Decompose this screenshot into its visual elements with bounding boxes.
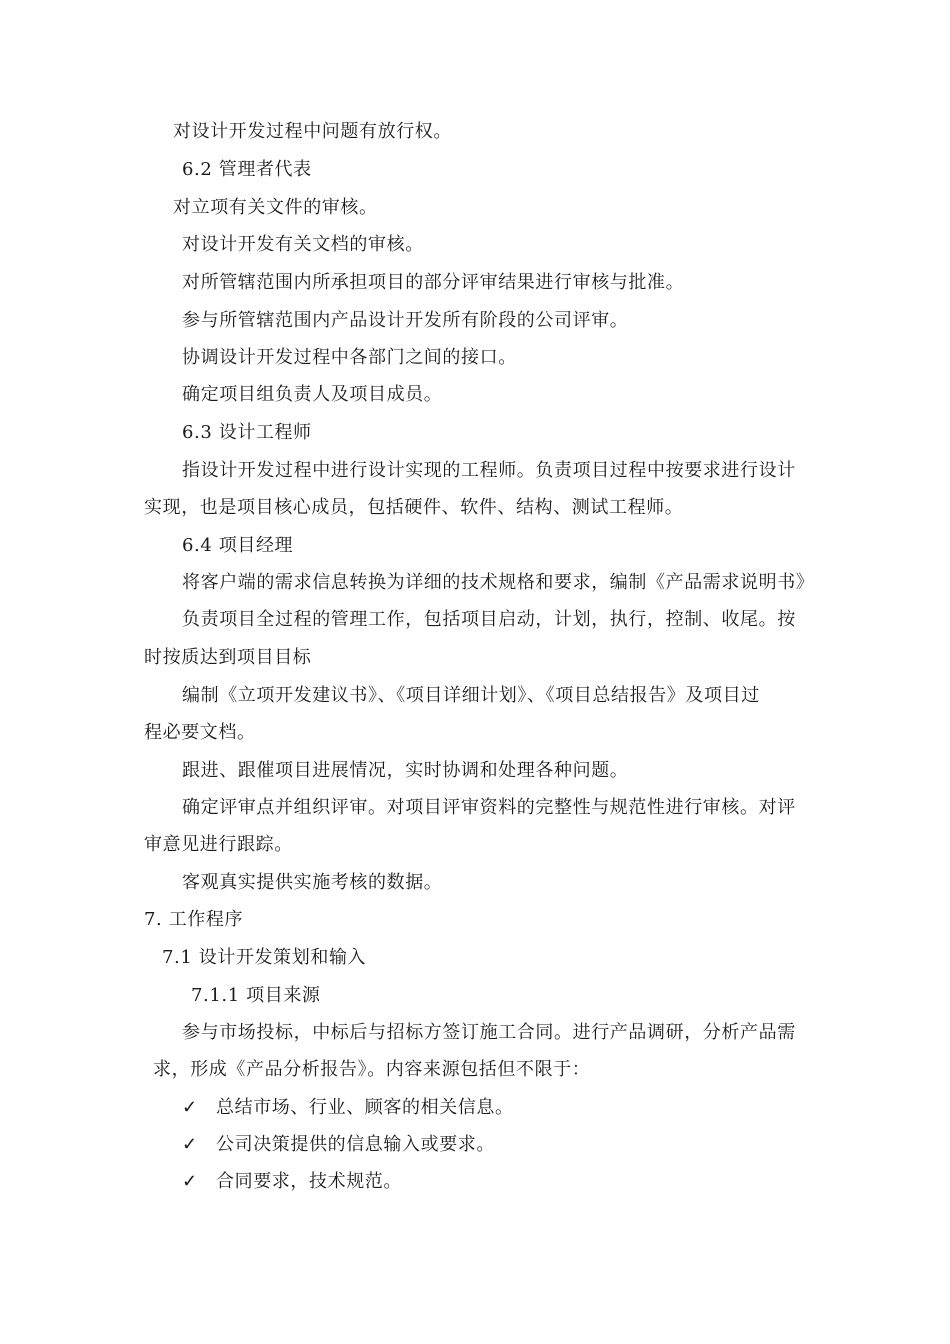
paragraph-line: 审意见进行跟踪。 — [144, 834, 293, 855]
paragraph-line: 参与市场投标，中标后与招标方签订施工合同。进行产品调研，分析产品需 — [182, 1022, 796, 1043]
paragraph-line: 确定项目组负责人及项目成员。 — [182, 384, 443, 405]
paragraph-line: 实现，也是项目核心成员，包括硬件、软件、结构、测试工程师。 — [144, 497, 684, 518]
section-heading-6-4: 6.4 项目经理 — [182, 535, 294, 556]
paragraph-line: 客观真实提供实施考核的数据。 — [182, 872, 443, 893]
paragraph-line: 对设计开发过程中问题有放行权。 — [173, 121, 452, 142]
section-heading-6-2: 6.2 管理者代表 — [182, 159, 312, 180]
section-heading-7-1-1: 7.1.1 项目来源 — [191, 985, 321, 1006]
section-heading-7: 7. 工作程序 — [144, 909, 244, 930]
check-icon: ✓ — [182, 1134, 198, 1155]
section-heading-7-1: 7.1 设计开发策划和输入 — [162, 947, 367, 968]
paragraph-line: 确定评审点并组织评审。对项目评审资料的完整性与规范性进行审核。对评 — [182, 797, 796, 818]
check-icon: ✓ — [182, 1171, 198, 1192]
paragraph-line: 参与所管辖范围内产品设计开发所有阶段的公司评审。 — [182, 310, 629, 331]
list-item-text: 总结市场、行业、顾客的相关信息。 — [216, 1097, 514, 1118]
paragraph-line: 时按质达到项目目标 — [144, 647, 312, 668]
list-item-text: 公司决策提供的信息输入或要求。 — [216, 1134, 495, 1155]
paragraph-line: 对所管辖范围内所承担项目的部分评审结果进行审核与批准。 — [182, 272, 685, 293]
paragraph-line: 对立项有关文件的审核。 — [173, 197, 378, 218]
paragraph-line: 跟进、跟催项目进展情况，实时协调和处理各种问题。 — [182, 760, 629, 781]
paragraph-line: 对设计开发有关文档的审核。 — [182, 234, 424, 255]
paragraph-line: 负责项目全过程的管理工作，包括项目启动，计划，执行，控制、收尾。按 — [182, 609, 796, 630]
list-item-text: 合同要求，技术规范。 — [216, 1171, 402, 1192]
paragraph-line: 求，形成《产品分析报告》。内容来源包括但不限于： — [153, 1059, 591, 1080]
paragraph-line: 指设计开发过程中进行设计实现的工程师。负责项目过程中按要求进行设计 — [182, 460, 796, 481]
paragraph-line: 程必要文档。 — [144, 722, 256, 743]
paragraph-line: 协调设计开发过程中各部门之间的接口。 — [182, 347, 517, 368]
check-icon: ✓ — [182, 1097, 198, 1118]
paragraph-line: 编制《立项开发建议书》、《项目详细计划》、《项目总结报告》及项目过 — [182, 685, 760, 706]
section-heading-6-3: 6.3 设计工程师 — [182, 422, 312, 443]
paragraph-line: 将客户端的需求信息转换为详细的技术规格和要求，编制《产品需求说明书》 — [182, 572, 815, 593]
